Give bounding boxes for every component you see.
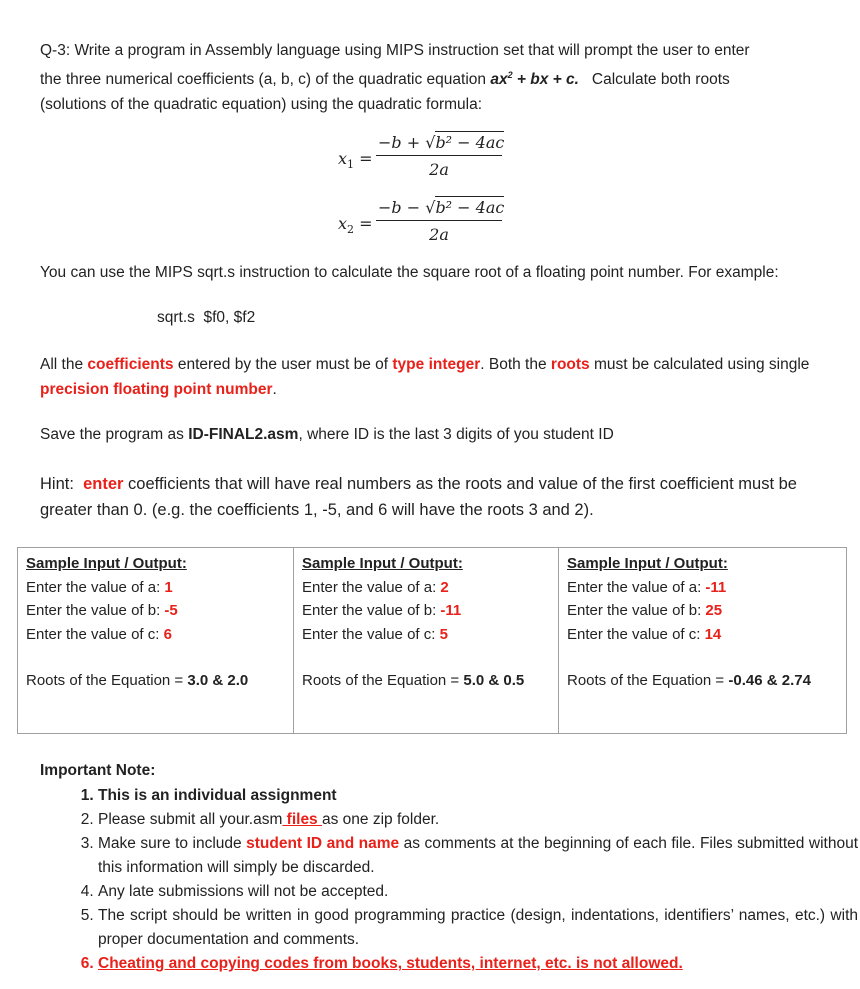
x2-num-prefix: −b − — [378, 198, 426, 217]
req-text-5: . — [272, 381, 277, 398]
sample-c-line — [567, 623, 838, 647]
note-item-4: 4. Any late submissions will not be accepted. — [98, 880, 858, 904]
sample-b-label: Enter the value of b: — [26, 602, 165, 619]
important-note-title: Important Note: — [40, 762, 156, 779]
x1-num-prefix: −b + — [378, 133, 426, 152]
question-line-2b: Calculate both roots — [578, 71, 730, 89]
note-2-files: files — [282, 811, 322, 828]
save-paragraph — [40, 422, 810, 447]
sample-b-value: -5 — [164, 602, 178, 619]
note-item-2 — [98, 808, 858, 832]
sample-a-label: Enter the value of a: — [302, 578, 441, 596]
sample-c-line — [302, 623, 550, 647]
note-item-1: 1. This is an individual assignment — [98, 784, 858, 808]
note-3-text-b: as comments at the beginning of each file. Files submitted without this information will simply be discarded. — [98, 835, 858, 876]
note-item-3 — [98, 832, 858, 880]
question-line-3: (solutions of the quadratic equation) using the quadratic formula: — [40, 96, 483, 114]
sample-b-label: Enter the value of b: — [302, 602, 441, 619]
sample-b-line — [26, 599, 285, 623]
sample-roots-label: Roots of the Equation = — [26, 672, 188, 689]
sample-b-line — [567, 599, 838, 623]
hint-text: coefficients that will have real numbers as the roots and value of the first coefficient must be greater than 0. (e.g. the coefficients 1, -5, and 6 will have the roots 3 and 2). — [40, 475, 797, 519]
formula-x1-label — [338, 149, 373, 171]
sqrt-symbol: √ — [425, 198, 436, 217]
sample-title: Sample Input / Output: — [302, 555, 463, 572]
req-type-integer: type integer — [392, 356, 481, 373]
x2-radicand: b² − 4ac — [435, 198, 505, 217]
sqrt-symbol: √ — [425, 133, 436, 152]
sqrt-paragraph: You can use the MIPS sqrt.s instruction to calculate the square root of a floating point number. For example: — [40, 264, 779, 281]
note-item-5: 5. The script should be written in good programming practice (design, indentations, identifiers’ names, etc.) with proper documentation and comments. — [98, 904, 858, 952]
sample-a-value: 2 — [440, 578, 449, 596]
x2-subscript: 2 — [347, 223, 355, 237]
sample-roots-value: 5.0 & 0.5 — [463, 672, 525, 689]
req-single-precision: precision floating point number — [40, 381, 273, 398]
sample-cell-3 — [559, 548, 847, 734]
req-text-3: . Both the — [480, 356, 551, 373]
sample-b-line — [302, 599, 550, 623]
equation-exponent: 2 — [507, 70, 513, 80]
sample-c-line — [26, 623, 285, 647]
save-filename: ID-FINAL2.asm — [188, 426, 299, 443]
sample-c-label: Enter the value of c: — [302, 625, 440, 643]
note-2-text-a: Please submit all your.asm — [98, 811, 283, 828]
save-text-2: , where ID is the last 3 digits of you student ID — [298, 426, 614, 443]
sample-a-line — [567, 576, 838, 600]
formula-x1-fraction — [376, 133, 505, 179]
sample-io-row — [18, 548, 847, 734]
sample-a-value: 1 — [164, 578, 173, 596]
note-item-6: 6. Cheating and copying codes from books, students, internet, etc. is not allowed. — [98, 952, 858, 976]
hint-paragraph — [40, 471, 820, 523]
important-notes-list — [40, 784, 858, 976]
note-2-text-b: as one zip folder. — [322, 811, 440, 828]
sample-io-table — [17, 547, 847, 734]
formula-x1-denominator: 2a — [429, 160, 449, 179]
formula-x2-numerator — [376, 198, 505, 221]
sample-c-value: 5 — [439, 625, 448, 643]
sample-roots-value: 3.0 & 2.0 — [187, 672, 249, 689]
sample-b-value: 25 — [705, 602, 723, 619]
formula-x2-denominator: 2a — [429, 225, 449, 244]
note-3-text-a: Make sure to include — [98, 835, 247, 852]
sample-title: Sample Input / Output: — [26, 555, 187, 572]
equation-term-ax: ax — [490, 71, 508, 89]
req-roots: roots — [550, 356, 590, 373]
req-text-4: must be calculated using single — [589, 356, 810, 373]
sample-c-label: Enter the value of c: — [26, 625, 164, 643]
formula-x2-label — [338, 214, 373, 236]
sample-c-value: 14 — [704, 625, 722, 643]
sample-b-label: Enter the value of b: — [567, 602, 706, 619]
x2-var: x — [338, 214, 348, 233]
requirements-paragraph — [40, 352, 810, 402]
x2-equals: = — [359, 214, 373, 233]
hint-label: Hint: — [40, 475, 84, 493]
sample-a-label: Enter the value of a: — [26, 578, 165, 596]
sample-cell-2 — [294, 548, 559, 734]
sample-c-value: 6 — [163, 625, 172, 643]
equation-rest: + bx + c. — [512, 71, 579, 89]
req-text-1: All the — [40, 356, 88, 373]
question-line-2a: the three numerical coefficients (a, b, c) of the quadratic equation — [40, 71, 491, 89]
sample-roots-label: Roots of the Equation = — [302, 672, 464, 689]
question-line-1: Q-3: Write a program in Assembly language using MIPS instruction set that will prompt the user to enter — [40, 42, 750, 59]
sample-roots-line — [567, 669, 838, 693]
sample-a-line — [26, 576, 285, 600]
sample-roots-value: -0.46 & 2.74 — [728, 672, 811, 689]
sample-roots-label: Roots of the Equation = — [567, 672, 729, 689]
sample-c-label: Enter the value of c: — [567, 625, 705, 643]
sample-b-value: -11 — [440, 602, 462, 619]
x1-var: x — [338, 149, 348, 168]
sample-roots-line — [26, 669, 285, 693]
sample-roots-line — [302, 669, 550, 693]
x1-subscript: 1 — [347, 158, 355, 172]
sample-a-value: -11 — [705, 578, 727, 596]
question-paragraph — [40, 38, 810, 117]
req-text-2: entered by the user must be of — [173, 356, 393, 373]
sample-a-line — [302, 576, 550, 600]
sample-cell-1 — [18, 548, 294, 734]
note-3-student-id: student ID and name — [246, 835, 400, 852]
x1-radicand: b² − 4ac — [435, 133, 505, 152]
sample-title: Sample Input / Output: — [567, 555, 728, 572]
formula-x2-fraction — [376, 198, 505, 244]
sample-a-label: Enter the value of a: — [567, 578, 706, 596]
sqrt-code-example: sqrt.s $f0, $f2 — [157, 309, 256, 326]
hint-enter: enter — [83, 475, 124, 493]
req-coefficients: coefficients — [87, 356, 174, 373]
x1-equals: = — [359, 149, 373, 168]
formula-x1-numerator — [376, 133, 505, 156]
save-text-1: Save the program as — [40, 426, 189, 443]
equation-ax — [490, 71, 579, 88]
